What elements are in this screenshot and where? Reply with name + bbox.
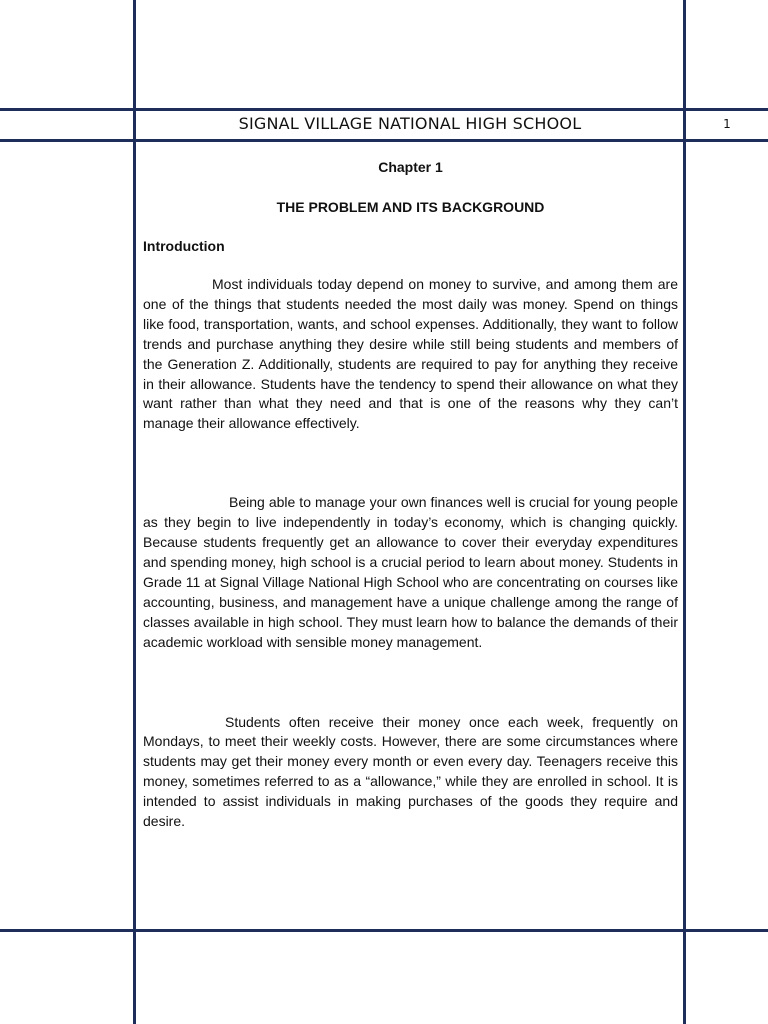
school-name-header: SIGNAL VILLAGE NATIONAL HIGH SCHOOL <box>238 114 582 133</box>
chapter-heading: Chapter 1 <box>378 159 443 175</box>
footer-line <box>0 929 768 932</box>
paragraph-3: Students often receive their money once each week, frequently on Mondays, to meet their weekly costs. However, there are some circumstances where students may get their money every month or even every day. Teenagers receive this money, sometimes referred to as a “allowance,” while they are enrolled in school. It is intended to assist individuals in making purchases of the goods they require and desire. <box>143 713 678 830</box>
paragraph-2: Being able to manage your own finances well is crucial for young people as they begin to live independently in today’s economy, which is changing quickly. Because students frequently get an allowance to cover their everyday expenditures and spending money, high school is a crucial period to learn about money. Students in Grade 11 at Signal Village National High School who are concentrating on courses like accounting, business, and management have a unique challenge among the range of classes available in high school. They must learn how to balance the demands of their academic workload with sensible money management. <box>143 494 678 650</box>
paragraph-1: Most individuals today depend on money to survive, and among them are one of the things that students needed the most daily was money. Spend on things like food, transportation, wants, and school expenses. Additionally, they want to follow trends and purchase anything they desire while still being students and members of the Generation Z. Additionally, students are required to pay for anything they receive in their allowance. Students have the tendency to spend their allowance on what they want rather than what they need and that is one of the reasons why they can’t manage their allowance effectively. <box>143 276 678 432</box>
document-body <box>143 157 678 832</box>
section-title: THE PROBLEM AND ITS BACKGROUND <box>276 199 545 215</box>
left-margin-line <box>133 0 136 1024</box>
page-number: 1 <box>723 117 731 131</box>
right-margin-line <box>683 0 686 1024</box>
introduction-heading: Introduction <box>143 238 225 254</box>
header-bottom-line <box>0 139 768 142</box>
